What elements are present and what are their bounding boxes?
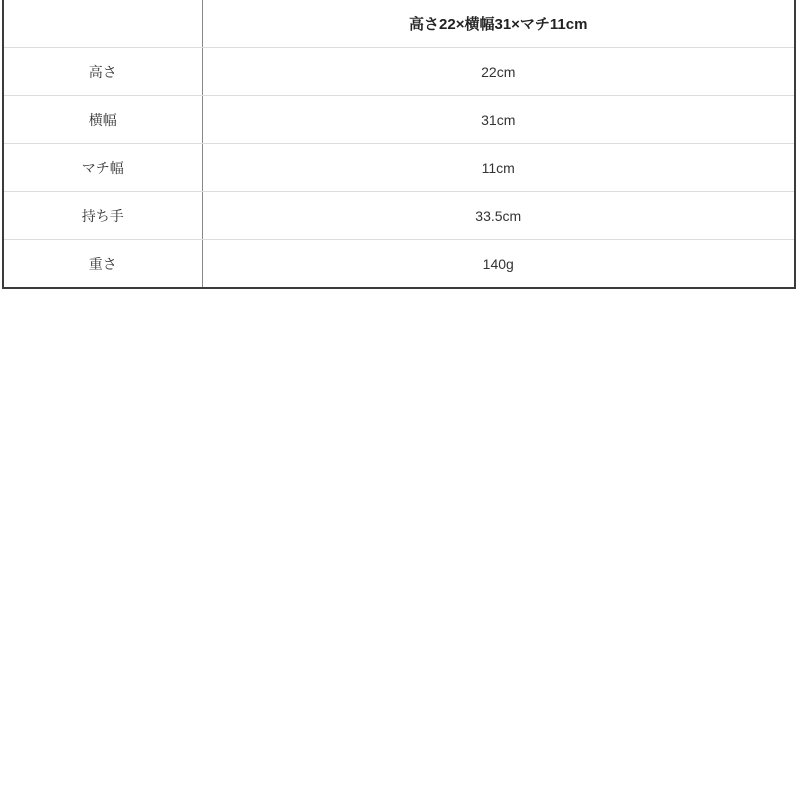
spec-label-handle: 持ち手 — [3, 192, 202, 240]
spec-value-height: 22cm — [202, 48, 795, 96]
spec-label-height: 高さ — [3, 48, 202, 96]
table-row — [3, 48, 795, 96]
table-row — [3, 192, 795, 240]
spec-label-gusset: マチ幅 — [3, 144, 202, 192]
product-spec-table — [2, 0, 796, 289]
spec-label-weight: 重さ — [3, 240, 202, 289]
spec-value-gusset: 11cm — [202, 144, 795, 192]
spec-header-summary: 高さ22×横幅31×マチ11cm — [202, 0, 795, 48]
spec-header-empty-cell — [3, 0, 202, 48]
spec-value-width: 31cm — [202, 96, 795, 144]
table-row — [3, 96, 795, 144]
table-row — [3, 144, 795, 192]
table-header-row — [3, 0, 795, 48]
spec-label-width: 横幅 — [3, 96, 202, 144]
table-row — [3, 240, 795, 289]
spec-value-handle: 33.5cm — [202, 192, 795, 240]
spec-value-weight: 140g — [202, 240, 795, 289]
